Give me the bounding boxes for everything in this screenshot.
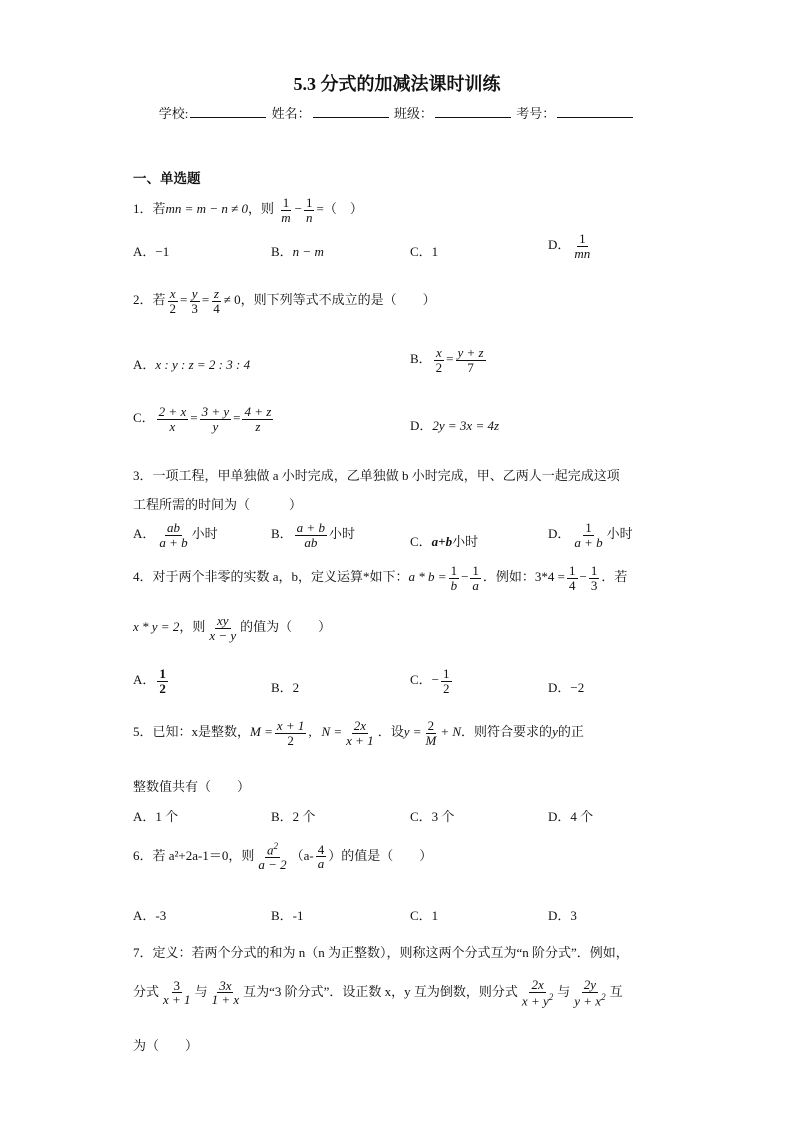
q1-option-d: D． $\frac{1}{mn}$: [548, 231, 591, 261]
q2-option-a: A．x : y : z = 2 : 3 : 4: [133, 357, 251, 372]
q5-option-c: C．3 个: [410, 809, 455, 824]
q2-option-d: D．2y = 3x = 4z: [410, 418, 500, 433]
q4-option-c: C．− $\frac{1}{2}$: [410, 666, 450, 696]
question-5-line2: 整数值共有（ ）: [133, 779, 251, 794]
q4-option-d: D．−2: [548, 680, 585, 695]
question-7-line1: 7．定义：若两个分式的和为 n（n 为正整数），则称这两个分式互为“n 阶分式”．例如，: [133, 945, 629, 960]
q4-option-b: B．2: [271, 680, 300, 695]
q6-option-c: C．1: [410, 908, 439, 923]
q6-option-a: A．-3: [133, 908, 167, 923]
question-2: 2．若 $\frac{x}{2}$ = $\frac{y}{3}$ = $\frac{z}{4}$ ≠ 0，则下列等式不成立的是（ ）: [133, 286, 436, 316]
question-4-line2: x * y = 2，则 $\frac{xy}{x - y}$ 的值为（ ）: [133, 613, 332, 643]
q3-option-c: C．a+b小时: [410, 534, 479, 549]
question-4-line1: 4．对于两个非零的实数 a，b，定义运算*如下：a * b = $\frac{1}{b}$ − $\frac{1}{a}$ ．例如：3*4 = $\frac{1}{4}$ − $\frac{1}{3}$ ．若: [133, 563, 628, 593]
q1-option-a: A．−1: [133, 244, 170, 259]
question-3-line2: 工程所需的时间为（ ）: [133, 497, 303, 512]
section-heading: 一、单选题: [133, 171, 201, 186]
q3-option-a: A． $\frac{ab}{a + b}$ 小时: [133, 520, 218, 550]
q2-option-b: B． $\frac{x}{2}$ = $\frac{y + z}{7}$: [410, 345, 484, 375]
q4-option-a: A． $\frac{1}{2}$: [133, 666, 166, 696]
question-3-line1: 3．一项工程，甲单独做 a 小时完成，乙单独做 b 小时完成，甲、乙两人一起完成这项: [133, 468, 620, 483]
q1-option-c: C．1: [410, 244, 439, 259]
question-5-line1: 5．已知：x是整数，M = $\frac{x + 1}{2}$ , N = $\frac{2x}{x + 1}$ ．设y = $\frac{2}{M}$ + N．则符合要求的y的正: [133, 718, 584, 748]
question-7-line3: 为（ ）: [133, 1038, 199, 1053]
question-6: 6．若 a²+2a-1＝0，则 $\frac{a^2}{a - 2}$ （a- $\frac{4}{a}$ ）的值是（ ）: [133, 841, 433, 872]
q6-option-b: B．-1: [271, 908, 304, 923]
student-info-line: 学校: 姓名： 班级： 考号：: [0, 103, 794, 122]
q3-option-b: B． $\frac{a + b}{ab}$ 小时: [271, 520, 355, 550]
question-7-line2: 分式 $\frac{3}{x + 1}$ 与 $\frac{3x}{1 + x}$ 互为“3 阶分式”．设正数 x，y 互为倒数，则分式 $\frac{2x}{x + y^2}$ 与 $\frac{2y}{y + x^2}$ 互: [133, 977, 623, 1008]
q6-option-d: D．3: [548, 908, 577, 923]
question-1: 1．若mn = m − n ≠ 0，则 $\frac{1}{m}$ − $\frac{1}{n}$ =（ ）: [133, 195, 363, 225]
page-title: 5.3 分式的加减法课时训练: [293, 74, 501, 94]
q5-option-b: B．2 个: [271, 809, 316, 824]
q5-option-a: A．1 个: [133, 809, 179, 824]
q3-option-d: D． $\frac{1}{a + b}$ 小时: [548, 520, 633, 550]
q1-option-b: B．n − m: [271, 244, 324, 259]
q2-option-c: C． $\frac{2 + x}{x}$ = $\frac{3 + y}{y}$ = $\frac{4 + z}{z}$: [133, 404, 272, 434]
q5-option-d: D．4 个: [548, 809, 594, 824]
